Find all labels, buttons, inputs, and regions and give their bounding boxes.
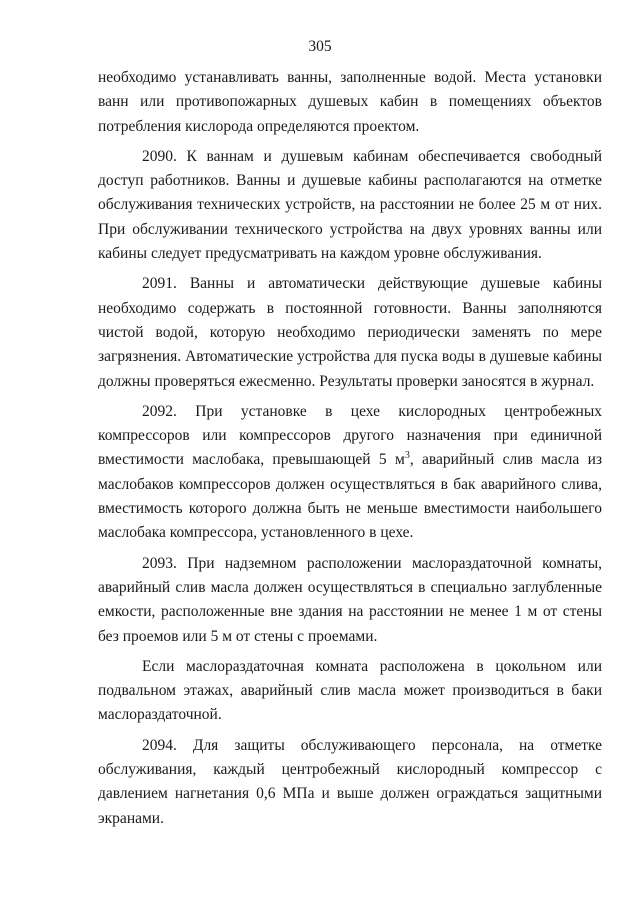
document-body [98, 66, 602, 833]
cubic-superscript: 3 [404, 450, 410, 462]
paragraph-2092 [98, 400, 602, 546]
page-number: 305 [308, 38, 332, 55]
paragraph-2093-continued: Если маслораздаточная комната расположена в цокольном или подвальном этажах, аварийный слив масла может производиться в баки маслораздаточной. [98, 657, 602, 724]
paragraph-2094: 2094. Для защиты обслуживающего персонала, на отметке обслуживания, каждый центробежный кислородный компрессор с давлением нагнетания 0,6 МПа и выше должен ограждаться защитными экранами. [98, 736, 602, 827]
paragraph-continuation: необходимо устанавливать ванны, заполненные водой. Места установки ванн или противопожарных душевых кабин в помещениях объектов потребления кислорода определяются проектом. [98, 69, 602, 135]
paragraph-2093: 2093. При надземном расположении маслораздаточной комнаты, аварийный слив масла должен осуществляться в специально заглубленные емкости, расположенные вне здания на расстоянии не менее 1 м от стены без проемов или 5 м от стены с проемами. [98, 554, 602, 645]
paragraph-2090: 2090. К ваннам и душевым кабинам обеспечивается свободный доступ работников. Ванны и душевые кабины располагаются на отметке обслуживания технических устройств, на расстоянии не более 25 м от них. При обслуживании технического устройства на двух уровнях ванны или кабины следует предусматривать на каждом уровне обслуживания. [98, 147, 602, 263]
paragraph-2092-text-a: 2092. При установке в цехе кислородных центробежных компрессоров или компрессоров другого назначения при единичной вместимости маслобака, превышающей 5 м [98, 402, 602, 469]
paragraph-2091: 2091. Ванны и автоматически действующие душевые кабины необходимо содержать в постоянной готовности. Ванны заполняются чистой водой, которую необходимо периодически заменять по мере загрязнения. Автоматические устройства для пуска воды в душевые кабины должны проверяться ежесменно. Результаты проверки заносятся в журнал. [98, 275, 602, 390]
paragraph-2092-text-b: , аварийный слив масла из маслобаков компрессоров должен осуществляться в бак аварийного слива, вместимость которого должна быть не меньше вместимости наибольшего маслобака компрессора, установленного в цехе. [98, 451, 602, 542]
